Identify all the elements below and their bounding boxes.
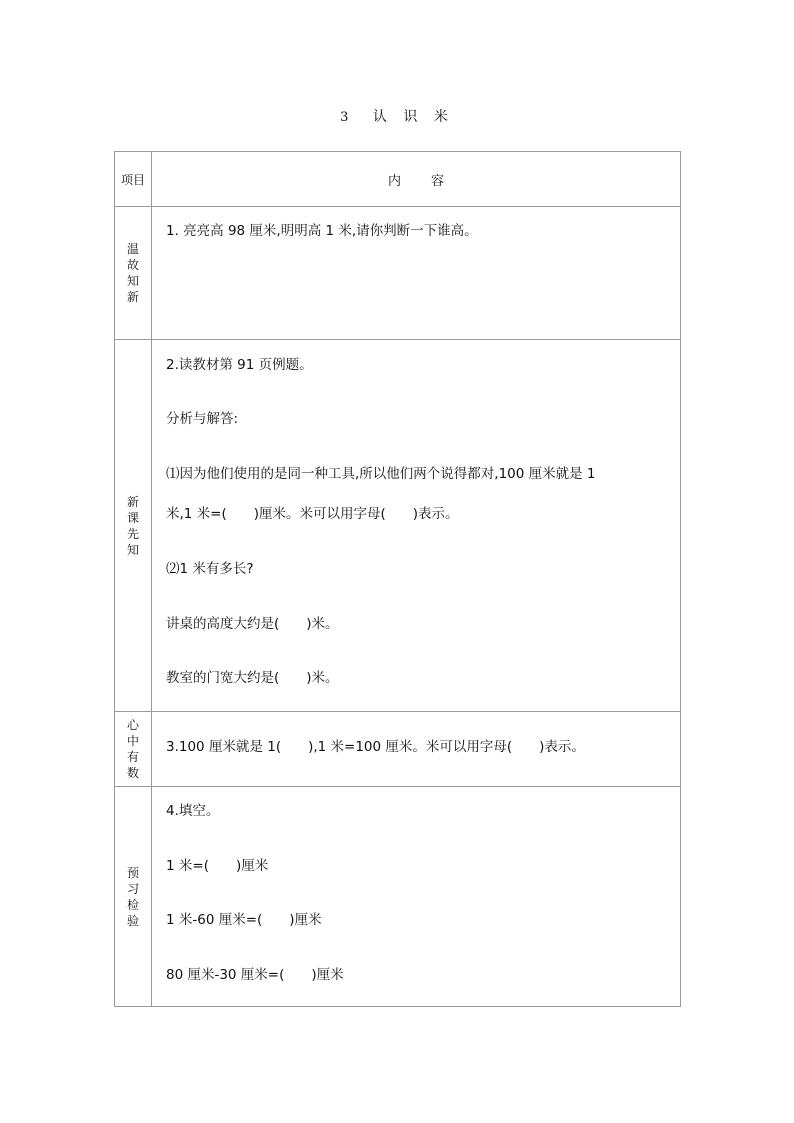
row-content-cell <box>152 787 681 1007</box>
row-label-review: 温故知新 <box>126 242 139 304</box>
table-row-new-lesson <box>115 340 681 712</box>
fill-blank-3: 80 厘米-30 厘米=( )厘米 <box>166 967 344 983</box>
header-content-label: 内容 <box>387 173 474 189</box>
title-number: 3 <box>340 110 349 125</box>
page-title <box>0 106 794 126</box>
part-1-line-2: 米,1 米=( )厘米。米可以用字母( )表示。 <box>166 506 459 522</box>
title-char-2: 识 <box>403 109 418 125</box>
row-content-cell <box>152 340 681 712</box>
question-4: 4.填空。 <box>166 803 220 819</box>
row-label-new-lesson: 新课先知 <box>126 494 139 557</box>
header-item-label: 项目 <box>120 172 145 187</box>
title-char-1: 认 <box>372 109 387 125</box>
row-label-cell <box>115 207 152 340</box>
desk-height-question: 讲桌的高度大约是( )米。 <box>166 616 339 632</box>
row-label-cell <box>115 712 152 787</box>
table-row-review <box>115 207 681 340</box>
analysis-heading: 分析与解答: <box>166 411 239 427</box>
door-width-question: 教室的门宽大约是( )米。 <box>166 670 339 686</box>
lesson-table <box>114 151 681 1007</box>
part-1-line-1: ⑴因为他们使用的是同一种工具,所以他们两个说得都对,100 厘米就是 1 <box>166 466 596 482</box>
table-row-summary <box>115 712 681 787</box>
header-content-cell <box>152 152 681 207</box>
row-label-summary: 心中有数 <box>126 718 139 780</box>
question-2: 2.读教材第 91 页例题。 <box>166 357 313 373</box>
row-content-cell <box>152 207 681 340</box>
row-label-cell <box>115 340 152 712</box>
title-char-3: 米 <box>433 109 448 125</box>
row-label-preview-check: 预习检验 <box>126 865 139 928</box>
header-item-cell <box>115 152 152 207</box>
question-1: 1. 亮亮高 98 厘米,明明高 1 米,请你判断一下谁高。 <box>166 223 478 239</box>
row-content-cell <box>152 712 681 787</box>
row-label-cell <box>115 787 152 1007</box>
fill-blank-2: 1 米-60 厘米=( )厘米 <box>166 912 322 928</box>
part-2-question: ⑵1 米有多长? <box>166 561 254 577</box>
question-3: 3.100 厘米就是 1( ),1 米=100 厘米。米可以用字母( )表示。 <box>166 739 585 755</box>
table-header-row <box>115 152 681 207</box>
fill-blank-1: 1 米=( )厘米 <box>166 858 269 874</box>
table-row-preview-check <box>115 787 681 1007</box>
